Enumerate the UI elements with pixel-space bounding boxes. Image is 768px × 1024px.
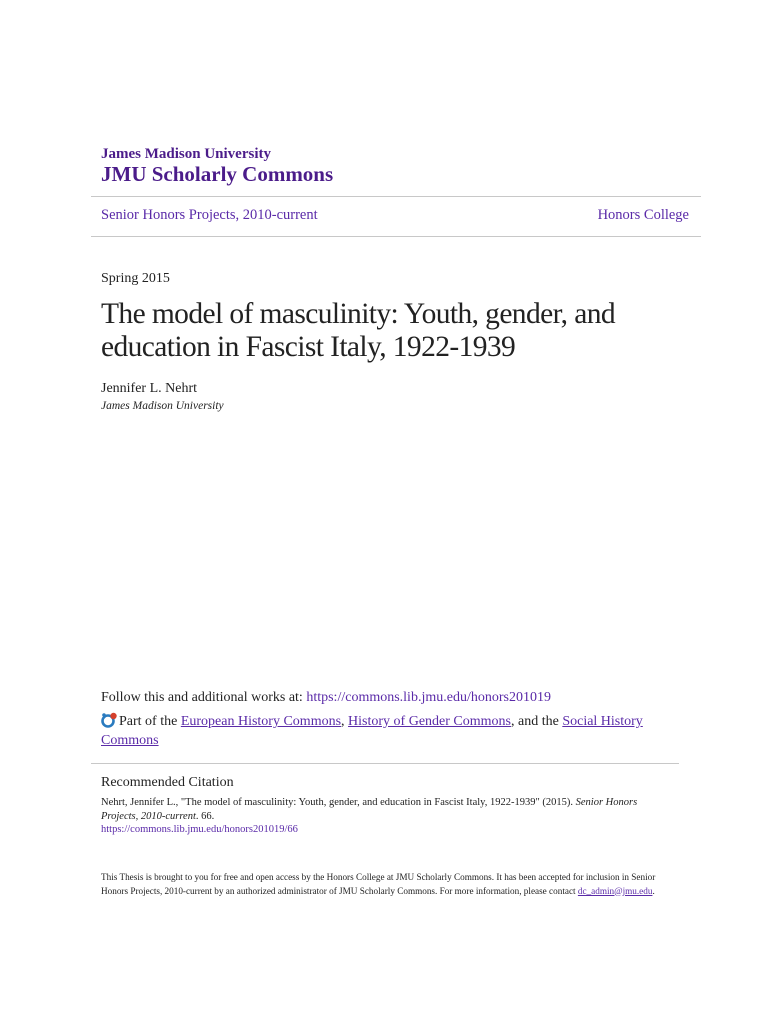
- citation-main: Nehrt, Jennifer L., "The model of masculinity: Youth, gender, and education in Fascist Italy, 1922-1939" (2015).: [101, 797, 576, 808]
- author-affiliation: James Madison University: [101, 400, 224, 412]
- access-notice: [101, 871, 676, 898]
- divider-citation: [91, 763, 679, 764]
- citation-url-link[interactable]: https://commons.lib.jmu.edu/honors201019/66: [101, 824, 298, 835]
- citation-series: Senior Honors Projects, 2010-current: [101, 797, 638, 822]
- recommended-citation-heading: Recommended Citation: [101, 775, 234, 790]
- divider-top: [91, 196, 701, 197]
- part-of-separator-2: , and the: [510, 714, 563, 729]
- notice-end: .: [652, 885, 655, 896]
- network-commons-icon: [101, 712, 119, 728]
- citation-end: . 66.: [195, 811, 215, 822]
- series-link[interactable]: Senior Honors Projects, 2010-current: [101, 207, 318, 223]
- collection-url-link[interactable]: https://commons.lib.jmu.edu/honors201019: [306, 690, 551, 705]
- university-name: James Madison University: [101, 146, 271, 162]
- follow-text: Follow this and additional works at:: [101, 690, 307, 705]
- social-history-commons-link[interactable]: Social History Commons: [101, 714, 643, 748]
- divider-nav: [91, 236, 701, 237]
- history-of-gender-commons-link[interactable]: History of Gender Commons: [348, 714, 511, 729]
- document-title: The model of masculinity: Youth, gender, and education in Fascist Italy, 1922-1939: [101, 298, 615, 363]
- part-of-separator-1: ,: [341, 714, 349, 729]
- repository-name[interactable]: JMU Scholarly Commons: [101, 162, 334, 186]
- european-history-commons-link[interactable]: European History Commons: [180, 714, 342, 729]
- part-of-prefix: Part of the: [119, 714, 181, 729]
- contact-email-link[interactable]: dc_admin@jmu.edu: [577, 885, 653, 896]
- part-of-line: [101, 712, 676, 750]
- follow-line: [101, 689, 551, 707]
- author-name: Jennifer L. Nehrt: [101, 381, 198, 396]
- notice-text: This Thesis is brought to you for free and open access by the Honors College at JMU Scholarly Commons. It has been accepted for inclusion in Senior Honors Projects, 2010-current by an authorized administrator of JMU Scholarly Commons. For more information, please contact: [101, 872, 656, 896]
- honors-college-link[interactable]: Honors College: [597, 207, 689, 223]
- publication-date: Spring 2015: [101, 271, 170, 286]
- citation-text: [101, 796, 676, 824]
